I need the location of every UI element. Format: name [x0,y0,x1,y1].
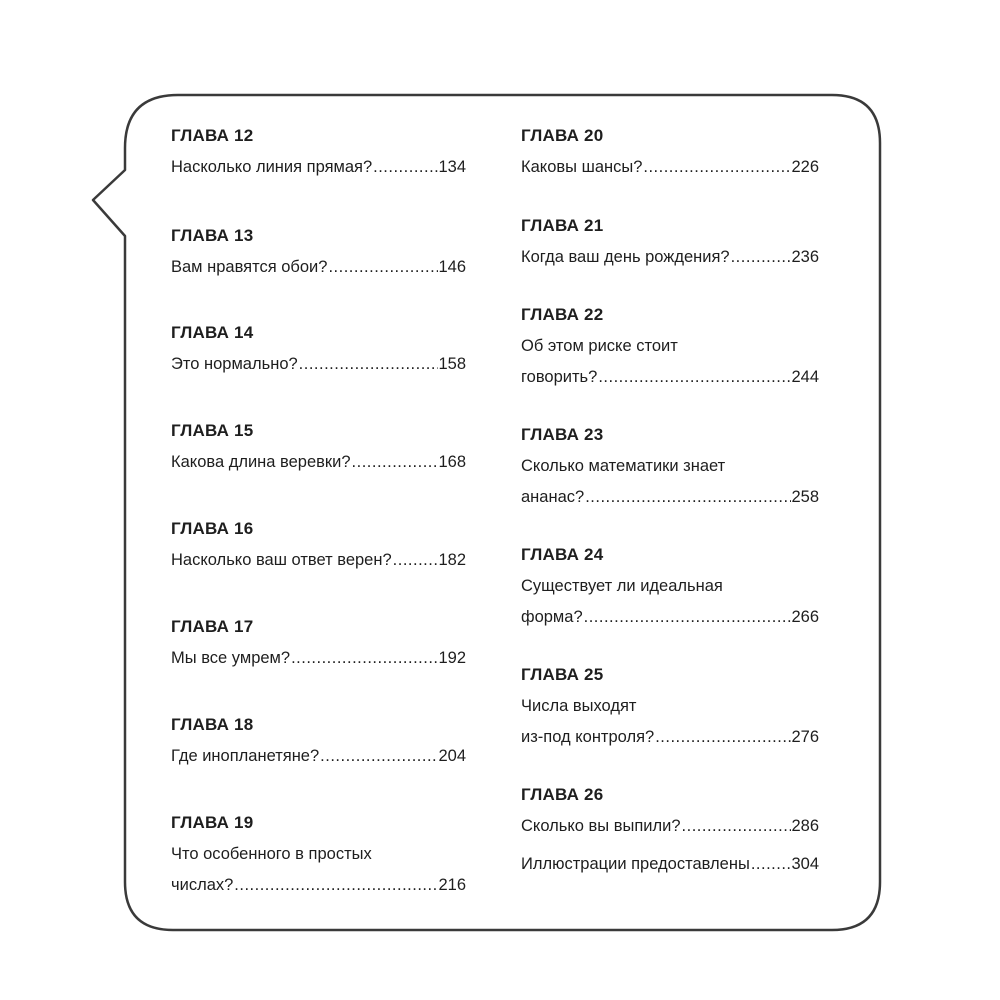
dot-leader [319,745,438,767]
dot-leader [233,874,438,896]
toc-entry-chapter-24[interactable] [521,544,819,628]
page-number: 236 [791,248,819,266]
page-number: 266 [791,608,819,626]
dot-leader [298,353,439,375]
chapter-title: Это нормально? [171,355,298,373]
chapter-heading: ГЛАВА 20 [521,126,604,145]
chapter-title-line [521,606,819,628]
toc-entry-chapter-22[interactable] [521,304,819,388]
chapter-title-line [521,455,819,477]
toc-entry-illustration-credits[interactable] [521,844,819,875]
toc-entry-chapter-19[interactable] [171,812,466,896]
chapter-title-continued: говорить? [521,368,598,386]
dot-leader [654,726,791,748]
chapter-heading: ГЛАВА 24 [521,545,604,564]
chapter-title: Числа выходят [521,697,637,715]
toc-entry-chapter-15[interactable] [171,420,466,473]
toc-entry-chapter-17[interactable] [171,616,466,669]
chapter-heading: ГЛАВА 16 [171,519,254,538]
credits-title: Иллюстрации предоставлены [521,855,750,873]
chapter-title-continued: форма? [521,608,583,626]
page-number: 192 [438,649,466,667]
toc-entry-chapter-16[interactable] [171,518,466,571]
chapter-heading: ГЛАВА 21 [521,216,604,235]
chapter-title-line [171,843,466,865]
chapter-title-line [171,156,466,178]
chapter-heading: ГЛАВА 22 [521,305,604,324]
dot-leader [597,366,791,388]
chapter-title-continued: из-под контроля? [521,728,655,746]
chapter-title-line [521,246,819,268]
chapter-title: Сколько математики знает [521,457,726,475]
chapter-title-line [171,451,466,473]
toc-entry-chapter-13[interactable] [171,225,466,278]
chapter-title: Существует ли идеальная [521,577,723,595]
chapter-title-line [521,695,819,717]
chapter-title-line [171,256,466,278]
toc-entry-chapter-20[interactable] [521,125,819,178]
chapter-title: Где инопланетяне? [171,747,320,765]
page-number: 134 [438,158,466,176]
dot-leader [372,156,438,178]
chapter-heading: ГЛАВА 19 [171,813,254,832]
page-number: 216 [438,876,466,894]
dot-leader [351,451,439,473]
chapter-title-line [521,726,819,748]
dot-leader [750,853,792,875]
chapter-title-line [521,575,819,597]
toc-entry-chapter-18[interactable] [171,714,466,767]
chapter-title: Какова длина веревки? [171,453,351,471]
chapter-title-line [171,549,466,571]
chapter-title-line [171,874,466,896]
page-number: 304 [791,855,819,873]
toc-entry-chapter-14[interactable] [171,322,466,375]
chapter-title: Что особенного в простых [171,845,372,863]
toc-entry-chapter-23[interactable] [521,424,819,508]
dot-leader [392,549,439,571]
chapter-title: Насколько линия прямая? [171,158,373,176]
chapter-title: Насколько ваш ответ верен? [171,551,392,569]
dot-leader [583,606,792,628]
chapter-title-line [521,366,819,388]
dot-leader [681,815,792,837]
chapter-title: Вам нравятся обои? [171,258,328,276]
chapter-heading: ГЛАВА 23 [521,425,604,444]
chapter-title: Об этом риске стоит [521,337,678,355]
chapter-title: Когда ваш день рождения? [521,248,730,266]
chapter-title-line [521,335,819,357]
chapter-title: Каковы шансы? [521,158,643,176]
chapter-title: Мы все умрем? [171,649,291,667]
page-number: 258 [791,488,819,506]
chapter-heading: ГЛАВА 26 [521,785,604,804]
page-number: 146 [438,258,466,276]
chapter-title: Сколько вы выпили? [521,817,681,835]
credits-line [521,853,819,875]
page-number: 204 [438,747,466,765]
chapter-title-continued: ананас? [521,488,585,506]
page-number: 276 [791,728,819,746]
dot-leader [642,156,791,178]
chapter-title-line [171,745,466,767]
dot-leader [584,486,791,508]
chapter-heading: ГЛАВА 18 [171,715,254,734]
toc-entry-chapter-25[interactable] [521,664,819,748]
page-number: 286 [791,817,819,835]
chapter-title-line [171,353,466,375]
chapter-heading: ГЛАВА 17 [171,617,254,636]
chapter-title-line [521,156,819,178]
page-number: 158 [438,355,466,373]
toc-entry-chapter-12[interactable] [171,125,466,178]
chapter-heading: ГЛАВА 14 [171,323,254,342]
chapter-title-line [171,647,466,669]
chapter-heading: ГЛАВА 15 [171,421,254,440]
chapter-title-line [521,815,819,837]
page-number: 182 [438,551,466,569]
toc-entry-chapter-26[interactable] [521,784,819,837]
page-number: 168 [438,453,466,471]
toc-entry-chapter-21[interactable] [521,215,819,268]
dot-leader [290,647,438,669]
chapter-title-continued: числах? [171,876,234,894]
chapter-heading: ГЛАВА 25 [521,665,604,684]
dot-leader [730,246,792,268]
dot-leader [327,256,438,278]
page-number: 226 [791,158,819,176]
chapter-heading: ГЛАВА 12 [171,126,254,145]
page-number: 244 [791,368,819,386]
chapter-title-line [521,486,819,508]
chapter-heading: ГЛАВА 13 [171,226,254,245]
